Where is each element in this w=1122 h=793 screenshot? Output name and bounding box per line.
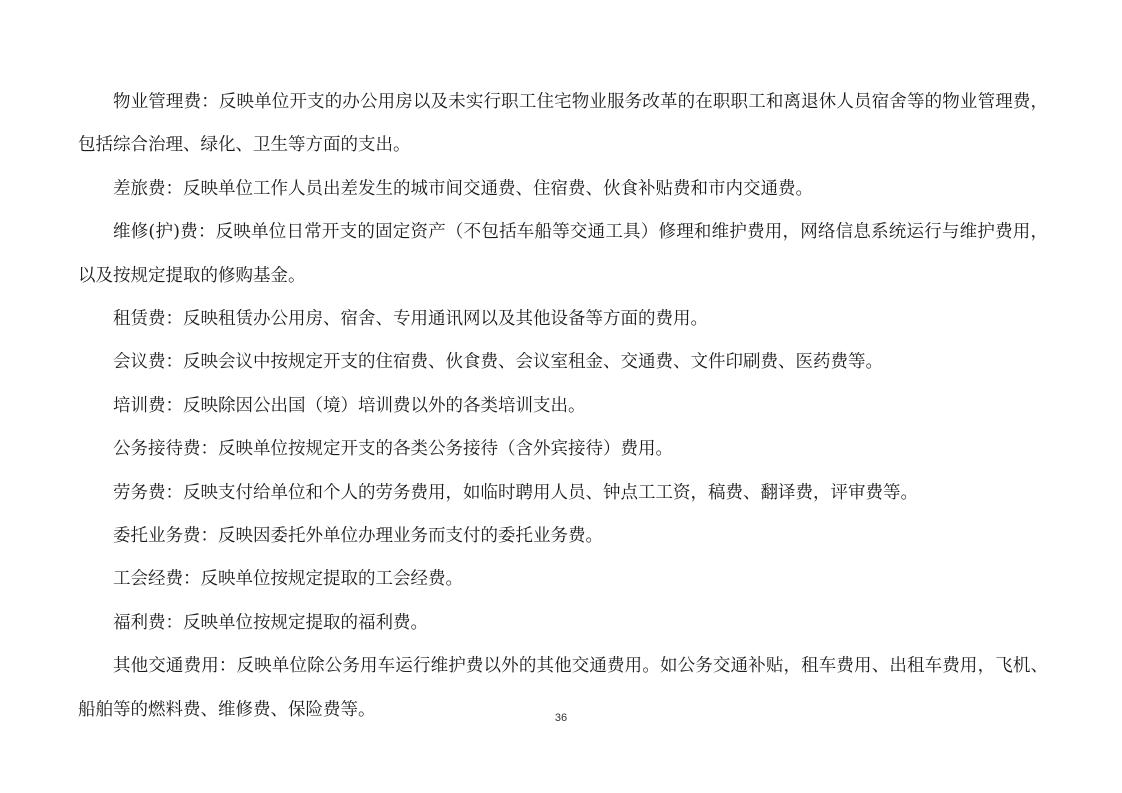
paragraph-other-transport-fee: 其他交通费用：反映单位除公务用车运行维护费以外的其他交通费用。如公务交通补贴，租车费用、出租车费用，飞机、船舶等的燃料费、维修费、保险费等。 xyxy=(78,656,1048,720)
paragraph-meeting-fee: 会议费：反映会议中按规定开支的住宿费、伙食费、会议室租金、交通费、文件印刷费、医药费等。 xyxy=(113,352,883,373)
paragraph-labor-service-fee: 劳务费：反映支付给单位和个人的劳务费用，如临时聘用人员、钟点工工资，稿费、翻译费，评审费等。 xyxy=(113,482,918,503)
paragraph-union-fund: 工会经费：反映单位按规定提取的工会经费。 xyxy=(113,569,463,590)
paragraph-maintenance-fee: 维修(护)费：反映单位日常开支的固定资产（不包括车船等交通工具）修理和维护费用，网络信息系统运行与维护费用，以及按规定提取的修购基金。 xyxy=(78,222,1048,286)
paragraph-welfare-fee: 福利费：反映单位按规定提取的福利费。 xyxy=(113,612,428,633)
page-number: 36 xyxy=(554,712,568,724)
paragraph-travel-expenses: 差旅费：反映单位工作人员出差发生的城市间交通费、住宿费、伙食补贴费和市内交通费。 xyxy=(113,178,813,199)
paragraph-training-fee: 培训费：反映除因公出国（境）培训费以外的各类培训支出。 xyxy=(113,395,586,416)
paragraph-rental-fee: 租赁费：反映租赁办公用房、宿舍、专用通讯网以及其他设备等方面的费用。 xyxy=(113,309,708,330)
paragraph-official-reception-fee: 公务接待费：反映单位按规定开支的各类公务接待（含外宾接待）费用。 xyxy=(113,439,673,460)
paragraph-property-management-fee: 物业管理费：反映单位开支的办公用房以及未实行职工住宅物业服务改革的在职职工和离退休人员宿舍等的物业管理费，包括综合治理、绿化、卫生等方面的支出。 xyxy=(78,92,1048,156)
paragraph-commissioned-business-fee: 委托业务费：反映因委托外单位办理业务而支付的委托业务费。 xyxy=(113,526,603,547)
document-body xyxy=(78,81,1048,732)
